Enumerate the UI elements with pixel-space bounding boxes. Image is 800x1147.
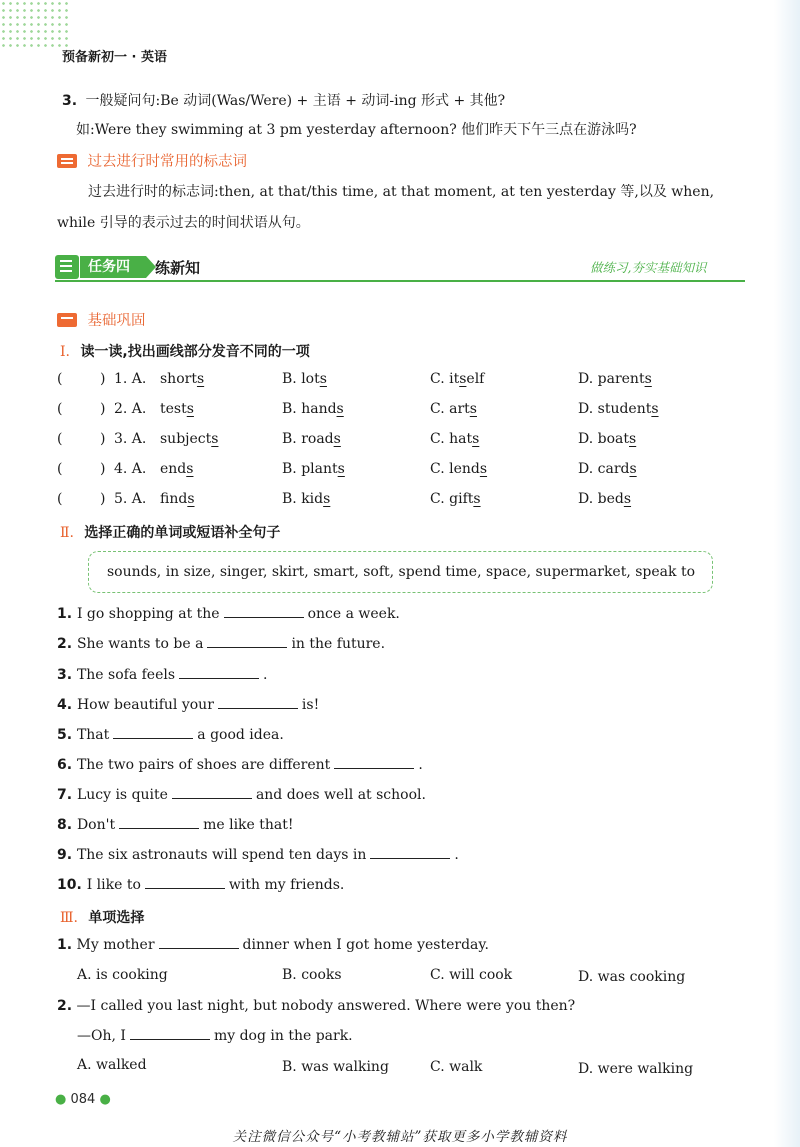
word-part: short (160, 371, 197, 387)
sentence-after: with my friends. (228, 877, 345, 893)
option-letter: D. (578, 491, 598, 507)
sentence-number: 10. (57, 877, 87, 893)
mc-q1-option-c[interactable]: C. will cook (430, 967, 513, 983)
sentence-before: That (76, 727, 110, 743)
option-a[interactable] (160, 401, 194, 417)
mc-question-1: 1. My mother dinner when I got home yesterday. (57, 937, 489, 953)
word-part: subject (160, 431, 212, 447)
answer-blank[interactable] (172, 797, 252, 799)
underlined-sound: s (187, 491, 195, 507)
option-letter: B. (282, 401, 302, 417)
option-letter: C. (430, 371, 450, 387)
option-c[interactable] (430, 491, 481, 507)
page-number: ● 084 ● (55, 1092, 111, 1107)
sentence-after: . (418, 757, 423, 773)
word-part: kid (301, 491, 324, 507)
sentence-before: How beautiful your (76, 697, 214, 713)
fill-sentence (57, 727, 284, 743)
option-c[interactable] (430, 431, 479, 447)
sentence-number: 4. (57, 697, 77, 713)
section-heading-basic: 基础巩固 (57, 309, 145, 330)
fill-sentence (57, 817, 294, 833)
underlined-sound: s (186, 461, 194, 477)
sentence-after: . (263, 667, 268, 683)
underlined-sound: s (472, 431, 480, 447)
question-number: 1. A. (114, 371, 147, 387)
word-part: boat (597, 431, 630, 447)
underlined-sound: s (186, 401, 194, 417)
answer-paren-close: ) (100, 491, 106, 507)
underlined-sound: s (629, 431, 637, 447)
mc-q1-option-b[interactable]: B. cooks (282, 967, 342, 983)
underlined-sound: s (336, 401, 344, 417)
fill-sentence (57, 667, 268, 683)
answer-paren-open[interactable]: ( (57, 431, 63, 447)
option-a[interactable] (160, 491, 195, 507)
option-letter: B. (282, 431, 302, 447)
running-title: 预备新初一 · 英语 (62, 50, 167, 65)
word-part: elf (466, 371, 485, 387)
answer-blank[interactable] (334, 767, 414, 769)
word-part: card (597, 461, 630, 477)
question-number: 4. A. (114, 461, 147, 477)
answer-blank[interactable] (218, 707, 298, 709)
sentence-number: 2. (57, 636, 77, 652)
part3-heading: Ⅲ. 单项选择 (60, 910, 145, 926)
mc-q2-option-a[interactable]: A. walked (77, 1057, 147, 1073)
option-letter: C. (430, 401, 450, 417)
option-d[interactable] (578, 431, 636, 447)
sentence-before: She wants to be a (76, 636, 204, 652)
option-d[interactable] (578, 371, 652, 387)
bullet-dot-icon: ● (99, 1092, 111, 1107)
sentence-after: . (454, 847, 459, 863)
section-number-icon (57, 313, 77, 327)
answer-paren-open[interactable]: ( (57, 491, 63, 507)
option-letter: C. (430, 461, 450, 477)
answer-paren-open[interactable]: ( (57, 371, 63, 387)
underlined-sound: s (323, 491, 331, 507)
underlined-sound: s (211, 431, 219, 447)
option-b[interactable] (282, 431, 341, 447)
sentence-number: 1. (57, 606, 77, 622)
word-part: end (160, 461, 187, 477)
option-b[interactable] (282, 371, 327, 387)
mc-question-2: 2. —I called you last night, but nobody answered. Where were you then? (57, 998, 576, 1014)
word-part: test (160, 401, 187, 417)
fill-sentence (57, 636, 385, 652)
sentence-number: 7. (57, 787, 77, 803)
answer-paren-close: ) (100, 371, 106, 387)
sentence-number: 5. (57, 727, 77, 743)
option-b[interactable] (282, 401, 344, 417)
sentence-before: I like to (86, 877, 141, 893)
sentence-after: and does well at school. (255, 787, 426, 803)
word-part: hat (449, 431, 473, 447)
sentence-after: in the future. (291, 636, 386, 652)
sentence-after: a good idea. (197, 727, 284, 743)
section2-paragraph-line2: while 引导的表示过去的时间状语从句。 (57, 215, 310, 231)
fill-sentence (57, 847, 459, 863)
word-bank: sounds, in size, singer, skirt, smart, soft, spend time, space, supermarket, speak to (107, 564, 696, 580)
word-part: parent (597, 371, 645, 387)
mc-q2-option-d[interactable]: D. were walking (578, 1061, 694, 1077)
answer-blank[interactable] (159, 947, 239, 949)
footer-watermark: 关注微信公众号“小考教辅站”获取更多小学教辅资料 (232, 1129, 568, 1145)
underlined-sound: s (473, 491, 481, 507)
fill-sentence (57, 877, 344, 893)
underlined-sound: s (651, 401, 659, 417)
task-badge: 任务四 (80, 256, 146, 278)
question-number: 2. A. (114, 401, 147, 417)
option-letter: D. (578, 401, 598, 417)
underlined-sound: s (623, 491, 632, 507)
option-c[interactable] (430, 461, 487, 477)
sentence-number: 3. (57, 667, 77, 683)
task-title: 练新知 (155, 259, 201, 277)
mc-q1-option-a[interactable]: A. is cooking (77, 967, 168, 983)
sentence-before: Don't (76, 817, 116, 833)
answer-blank[interactable] (224, 616, 304, 618)
sentence-after: once a week. (307, 606, 400, 622)
sentence-before: Lucy is quite (76, 787, 168, 803)
fill-sentence (57, 787, 426, 803)
part2-heading: Ⅱ. 选择正确的单词或短语补全句子 (60, 525, 281, 541)
underlined-sound: s (469, 401, 477, 417)
word-part: road (301, 431, 334, 447)
section-number-icon (57, 154, 77, 168)
sentence-before: The six astronauts will spend ten days in (76, 847, 367, 863)
page-edge-shadow (774, 0, 800, 1147)
question-number: 5. A. (114, 491, 147, 507)
word-part: plant (301, 461, 338, 477)
notebook-icon (55, 255, 79, 279)
answer-blank[interactable] (130, 1038, 210, 1040)
word-part: lend (449, 461, 480, 477)
answer-blank[interactable] (207, 646, 287, 648)
option-letter: B. (282, 491, 302, 507)
mc-q2-option-c[interactable]: C. walk (430, 1059, 483, 1075)
word-part: find (160, 491, 188, 507)
option-a[interactable] (160, 431, 218, 447)
option-letter: B. (282, 371, 302, 387)
part1-heading: Ⅰ. 读一读,找出画线部分发音不同的一项 (60, 344, 310, 360)
decorative-dot-grid (0, 0, 72, 50)
answer-blank[interactable] (179, 677, 259, 679)
option-d[interactable] (578, 491, 631, 507)
option-letter: C. (430, 431, 450, 447)
option-letter: B. (282, 461, 302, 477)
option-a[interactable] (160, 371, 204, 387)
sentence-number: 9. (57, 847, 77, 863)
mc-question-2-reply: —Oh, I my dog in the park. (77, 1028, 353, 1044)
word-part: it (449, 371, 460, 387)
answer-paren-close: ) (100, 431, 106, 447)
option-letter: D. (578, 461, 598, 477)
answer-paren-close: ) (100, 401, 106, 417)
option-b[interactable] (282, 461, 345, 477)
option-d[interactable] (578, 461, 637, 477)
fill-sentence (57, 606, 400, 622)
word-part: gift (449, 491, 474, 507)
word-part: hand (301, 401, 337, 417)
underlined-sound: s (333, 431, 341, 447)
section-heading-2: 过去进行时常用的标志词 (57, 150, 247, 171)
option-letter: D. (578, 431, 598, 447)
mc-q2-option-b[interactable]: B. was walking (282, 1059, 389, 1075)
fill-sentence (57, 697, 319, 713)
sentence-number: 8. (57, 817, 77, 833)
sentence-after: me like that! (203, 817, 294, 833)
word-part: student (597, 401, 652, 417)
option-d[interactable] (578, 401, 659, 417)
sentence-after: is! (301, 697, 320, 713)
option-b[interactable] (282, 491, 330, 507)
answer-paren-open[interactable]: ( (57, 461, 63, 477)
underlined-sound: s (629, 461, 637, 477)
sentence-before: The sofa feels (76, 667, 176, 683)
word-part: art (449, 401, 470, 417)
option-letter: C. (430, 491, 450, 507)
sentence-before: The two pairs of shoes are different (76, 757, 331, 773)
option-c[interactable] (430, 371, 484, 387)
answer-blank[interactable] (113, 737, 193, 739)
question-number: 3. A. (114, 431, 147, 447)
option-a[interactable] (160, 461, 193, 477)
answer-paren-close: ) (100, 461, 106, 477)
sentence-number: 6. (57, 757, 77, 773)
mc-q1-option-d[interactable]: D. was cooking (578, 969, 686, 985)
underlined-sound: s (644, 371, 652, 387)
answer-paren-open[interactable]: ( (57, 401, 63, 417)
option-letter: D. (578, 371, 598, 387)
bullet-dot-icon: ● (55, 1092, 67, 1107)
option-c[interactable] (430, 401, 477, 417)
answer-blank[interactable] (370, 857, 450, 859)
answer-blank[interactable] (145, 887, 225, 889)
section2-paragraph-line1: 过去进行时的标志词:then, at that/this time, at that moment, at ten yesterday 等,以及 when, (88, 184, 715, 200)
grammar-point-3: 3. 一般疑问句:Be 动词(Was/Were) + 主语 + 动词-ing 形式 + 其他? (62, 93, 506, 109)
underlined-sound: s (479, 461, 488, 477)
fill-sentence (57, 757, 423, 773)
underlined-sound: s (337, 461, 345, 477)
task-slogan: 做练习,夯实基础知识 (590, 260, 707, 275)
sentence-before: I go shopping at the (76, 606, 220, 622)
underlined-sound: s (459, 371, 467, 387)
word-part: lot (301, 371, 320, 387)
underlined-sound: s (319, 371, 327, 387)
underlined-sound: s (196, 371, 205, 387)
word-part: bed (597, 491, 624, 507)
answer-blank[interactable] (119, 827, 199, 829)
grammar-example: 如:Were they swimming at 3 pm yesterday afternoon? 他们昨天下午三点在游泳吗? (76, 122, 637, 138)
